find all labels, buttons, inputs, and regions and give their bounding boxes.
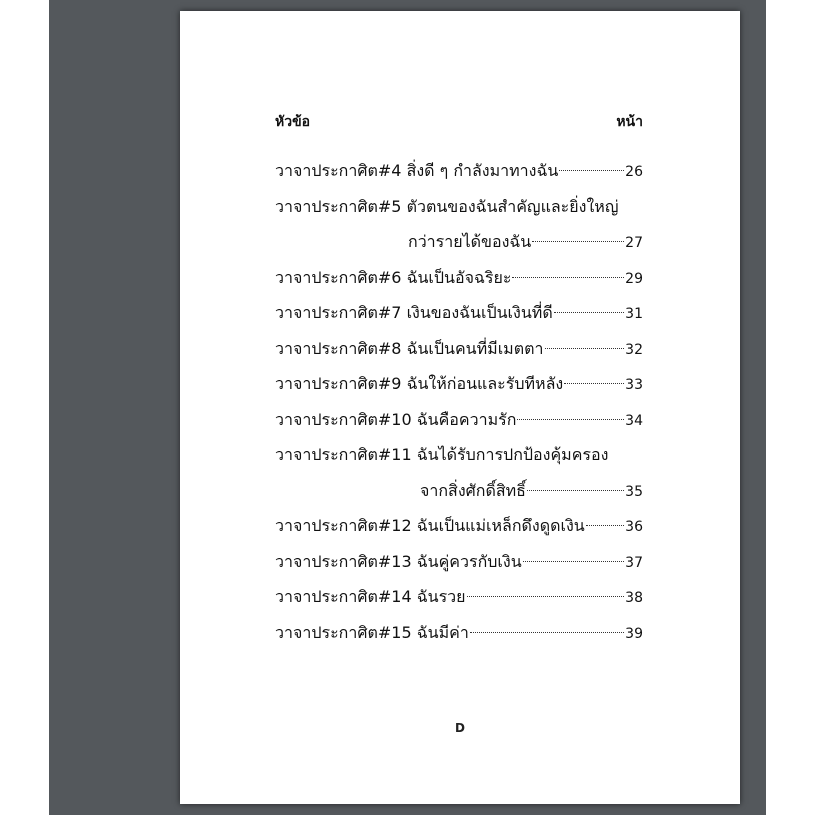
toc-entry <box>275 295 643 331</box>
dot-leader <box>554 311 624 313</box>
toc-entry-title: ตัวตนของฉันสำคัญและยิ่งใหญ่ <box>406 196 619 216</box>
toc-entry-label: วาจาประกาศิต#8 <box>275 338 402 358</box>
toc-entry <box>275 437 643 508</box>
toc-entry-page: 38 <box>625 590 643 606</box>
toc-entry-title: ฉันเป็นแม่เหล็กดึงดูดเงิน <box>416 516 585 535</box>
toc-entry-page: 27 <box>625 235 643 251</box>
table-of-contents <box>275 111 643 650</box>
dot-leader <box>545 347 625 349</box>
toc-entry-label: วาจาประกาศิต#15 <box>275 622 412 642</box>
dot-leader <box>512 276 624 278</box>
toc-entry-label: วาจาประกาศิต#9 <box>275 374 402 393</box>
toc-entry-page: 37 <box>625 554 643 571</box>
toc-entry-title: ฉันได้รับการปกป้องคุ้มครอง <box>416 445 609 464</box>
toc-entry-label: วาจาประกาศิต#11 <box>275 445 412 464</box>
toc-header <box>275 111 643 133</box>
page-number-footer: D <box>455 721 465 735</box>
dot-leader <box>586 524 624 526</box>
toc-entry-page: 39 <box>625 625 643 642</box>
dot-leader <box>527 489 624 491</box>
document-page <box>180 11 740 804</box>
toc-entry-label: วาจาประกาศิต#10 <box>275 409 412 429</box>
toc-entry-title-continued: กว่ารายได้ของฉัน <box>408 232 532 251</box>
toc-entry <box>275 366 643 402</box>
toc-entry-page: 31 <box>625 306 643 322</box>
toc-entry <box>275 260 643 296</box>
toc-entry-page: 35 <box>625 483 643 500</box>
dot-leader <box>517 418 624 420</box>
toc-entry <box>275 331 643 367</box>
dot-leader <box>559 169 624 171</box>
toc-entry-label: วาจาประกาศิต#13 <box>275 551 412 571</box>
toc-entry-label: วาจาประกาศิต#4 <box>275 161 402 180</box>
dot-leader <box>470 631 624 633</box>
toc-entry-page: 34 <box>625 412 643 429</box>
toc-entry <box>275 579 643 615</box>
toc-entry-label: วาจาประกาศิต#5 <box>275 196 402 216</box>
toc-entry <box>275 153 643 189</box>
toc-entry-title: ฉันเป็นคนที่มีเมตตา <box>406 338 544 358</box>
toc-entry-label: วาจาประกาศิต#14 <box>275 587 412 606</box>
toc-entry-page: 26 <box>625 164 643 180</box>
dot-leader <box>564 382 624 384</box>
toc-entry-title: ฉันเป็นอัจฉริยะ <box>406 267 512 287</box>
toc-entry-page: 32 <box>625 341 643 358</box>
toc-entry-title: ฉันคือความรัก <box>416 409 517 429</box>
toc-entry-label: วาจาประกาศิต#7 <box>275 303 402 322</box>
toc-header-page: หน้า <box>616 114 643 130</box>
toc-header-topic: หัวข้อ <box>275 114 311 130</box>
toc-entry-title: เงินของฉันเป็นเงินที่ดี <box>406 303 553 322</box>
toc-entry <box>275 544 643 580</box>
toc-entry-label: วาจาประกาศิต#6 <box>275 267 402 287</box>
toc-entry-title-continued: จากสิ่งศักดิ์สิทธิ์ <box>420 480 526 500</box>
dot-leader <box>467 595 625 597</box>
document-viewer[interactable] <box>49 0 766 815</box>
toc-entry <box>275 508 643 544</box>
toc-entry <box>275 615 643 651</box>
dot-leader <box>523 560 625 562</box>
toc-entry <box>275 189 643 260</box>
toc-entry-title: ฉันคู่ควรกับเงิน <box>416 551 522 571</box>
toc-entry-title: สิ่งดี ๆ กำลังมาทางฉัน <box>406 161 559 180</box>
toc-entry-page: 29 <box>625 270 643 287</box>
toc-entry-page: 36 <box>625 519 643 535</box>
toc-entry-page: 33 <box>625 377 643 393</box>
toc-entry-title: ฉันรวย <box>416 587 466 606</box>
toc-entry-title: ฉันให้ก่อนและรับทีหลัง <box>406 374 564 393</box>
toc-entry <box>275 402 643 438</box>
toc-entry-label: วาจาประกาศิต#12 <box>275 516 412 535</box>
toc-entry-title: ฉันมีค่า <box>416 622 469 642</box>
dot-leader <box>532 240 624 242</box>
